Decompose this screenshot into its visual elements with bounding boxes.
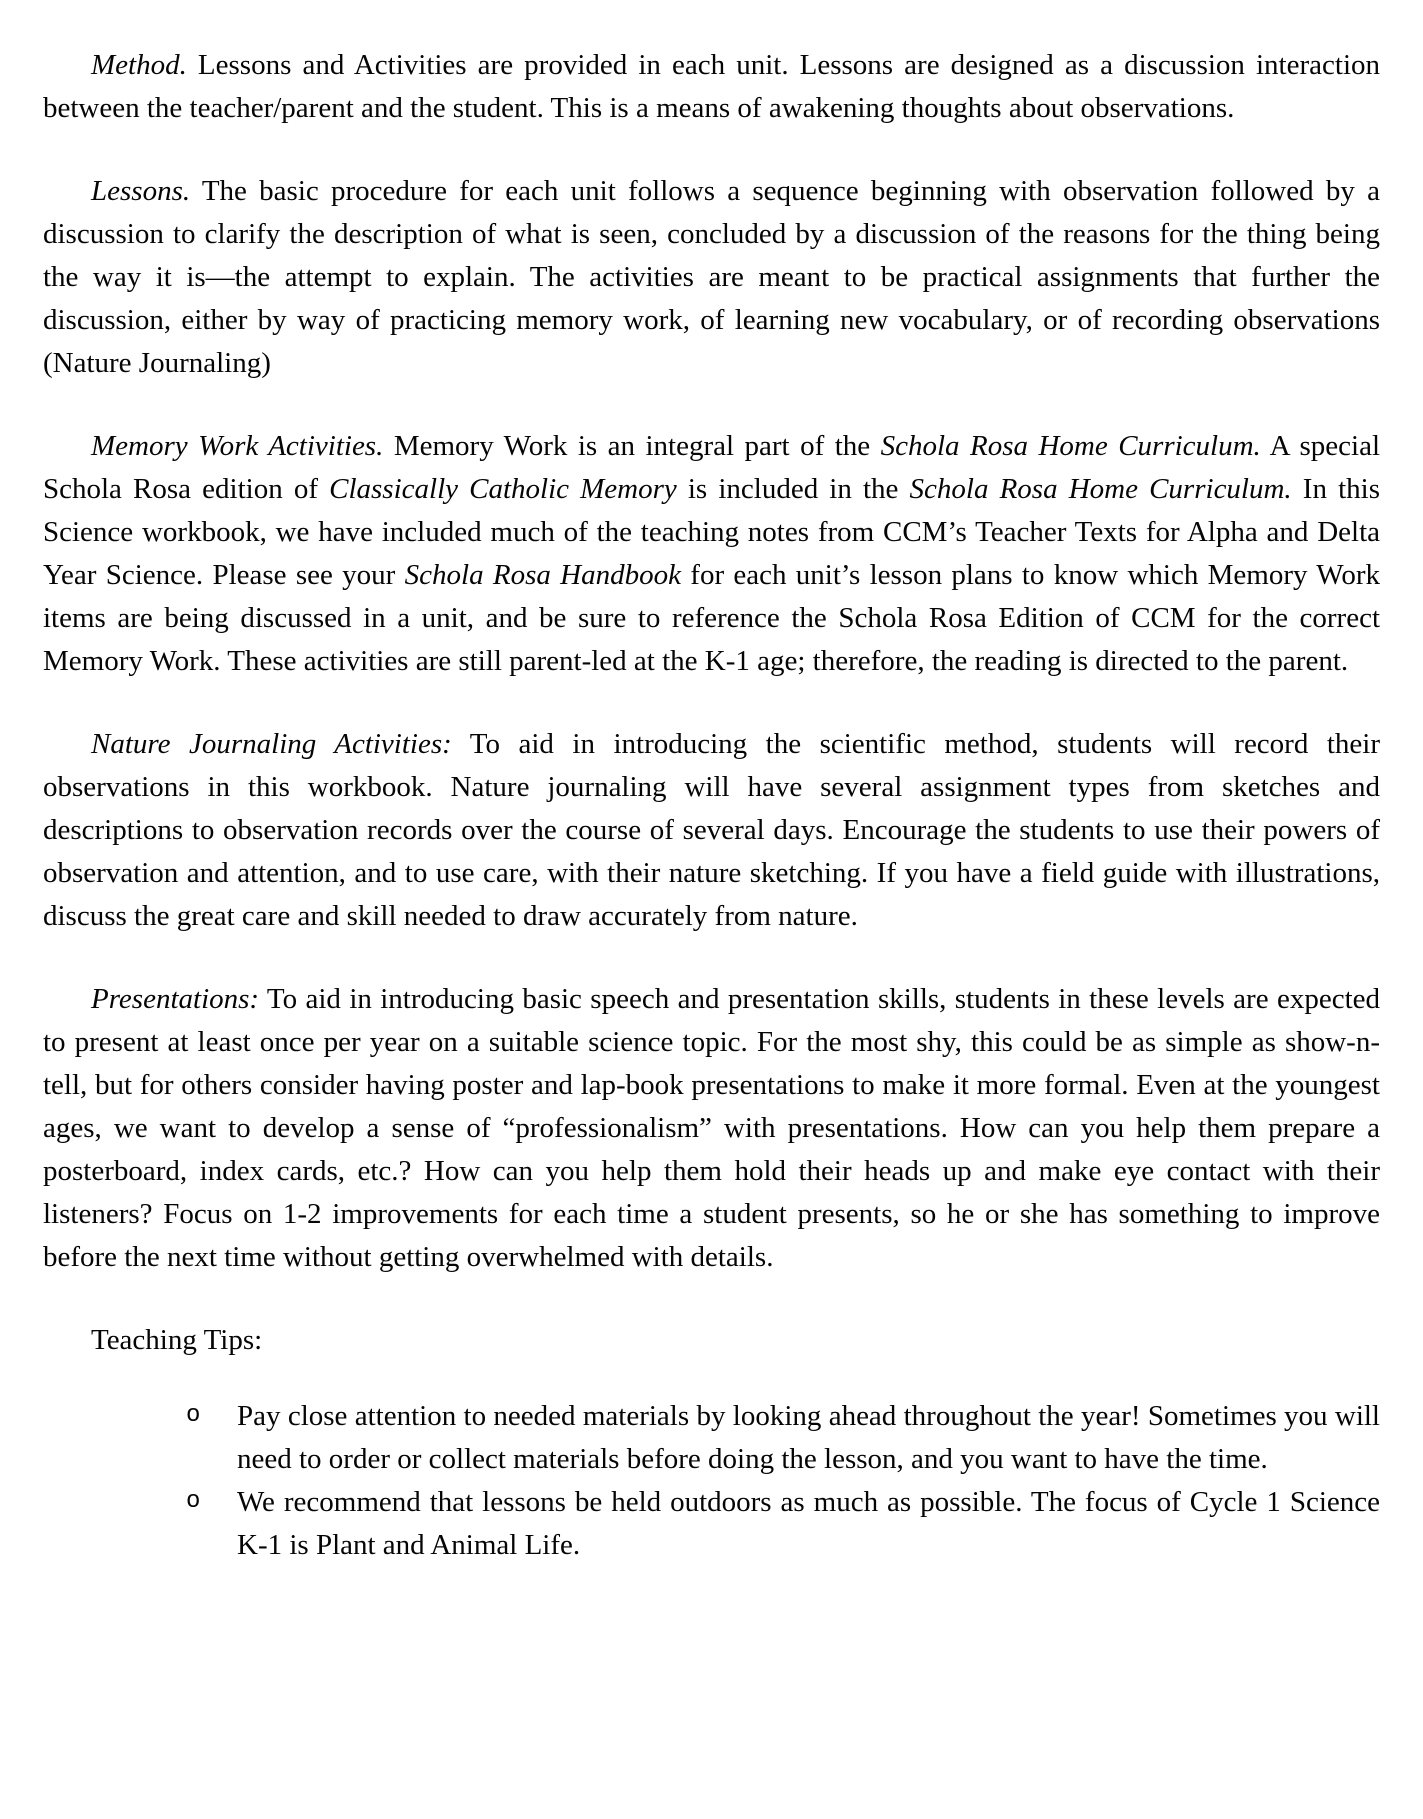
memory-work-text-run: is included in the [676, 473, 910, 505]
paragraph-method [43, 44, 1380, 130]
memory-work-text-run: A special Schola Rosa edition of [43, 430, 1381, 505]
presentations-lead-in: Presentations: [91, 983, 260, 1015]
bullet-marker: o [186, 1402, 201, 1429]
paragraph-presentations [43, 978, 1380, 1279]
lessons-lead-in: Lessons. [91, 175, 191, 207]
paragraph-memory-work [43, 425, 1380, 683]
method-body-text: Lessons and Activities are provided in each unit. Lessons are designed as a discussion interaction between the teacher/parent and the student. This is a means of awakening thoughts about observations. [43, 49, 1380, 124]
paragraph-nature-journaling [43, 723, 1380, 938]
schola-rosa-handbook-title: Schola Rosa Handbook [404, 559, 681, 591]
method-lead-in: Method. [91, 49, 187, 81]
memory-work-text-run: In this Science workbook, we have included much of the teaching notes from CCM’s Teacher Texts for Alpha and Delta Year Science. Please see your [43, 473, 1380, 591]
paragraph-lessons [43, 170, 1380, 385]
teaching-tips-heading: Teaching Tips: [91, 1324, 263, 1356]
schola-rosa-home-curriculum-title: Schola Rosa Home Curriculum. [880, 430, 1261, 462]
memory-work-text-run: for each unit’s lesson plans to know which Memory Work items are being discussed in a unit, and be sure to reference the Schola Rosa Edition of CCM for the correct Memory Work. These activities are still parent-led at the K-1 age; therefore, the reading is directed to the parent. [43, 559, 1380, 677]
memory-work-text-run: Memory Work is an integral part of the [383, 430, 881, 462]
list-item-outdoors-tip [186, 1481, 1380, 1567]
bullet-text: We recommend that lessons be held outdoors as much as possible. The focus of Cycle 1 Science K-1 is Plant and Animal Life. [237, 1486, 1380, 1561]
lessons-body-text: The basic procedure for each unit follows a sequence beginning with observation followed by a discussion to clarify the description of what is seen, concluded by a discussion of the reasons for the thing being the way it is—the attempt to explain. The activities are meant to be practical assignments that further the discussion, either by way of practicing memory work, of learning new vocabulary, or of recording observations (Nature Journaling) [43, 175, 1380, 379]
classically-catholic-memory-title: Classically Catholic Memory [329, 473, 677, 505]
memory-work-lead-in: Memory Work Activities. [91, 430, 384, 462]
bullet-marker: o [186, 1488, 201, 1515]
nature-journaling-body-text: To aid in introducing the scientific method, students will record their observations in this workbook. Nature journaling will have several assignment types from sketches and descriptions to observation records over the course of several days. Encourage the students to use their powers of observation and attention, and to use care, with their nature sketching. If you have a field guide with illustrations, discuss the great care and skill needed to draw accurately from nature. [43, 728, 1380, 932]
schola-rosa-home-curriculum-title: Schola Rosa Home Curriculum. [909, 473, 1292, 505]
nature-journaling-lead-in: Nature Journaling Activities: [91, 728, 452, 760]
bullet-text: Pay close attention to needed materials by looking ahead throughout the year! Sometimes you will need to order or collect materials before doing the lesson, and you want to have the time. [237, 1400, 1380, 1475]
list-item-materials-tip [186, 1395, 1380, 1481]
presentations-body-text: To aid in introducing basic speech and presentation skills, students in these levels are expected to present at least once per year on a suitable science topic. For the most shy, this could be as simple as show-n-tell, but for others consider having poster and lap-book presentations to make it more formal. Even at the youngest ages, we want to develop a sense of “professionalism” with presentations. How can you help them prepare a posterboard, index cards, etc.? How can you help them hold their heads up and make eye contact with their listeners? Focus on 1-2 improvements for each time a student presents, so he or she has something to improve before the next time without getting overwhelmed with details. [43, 983, 1380, 1273]
teaching-tips-list [43, 1395, 1380, 1567]
